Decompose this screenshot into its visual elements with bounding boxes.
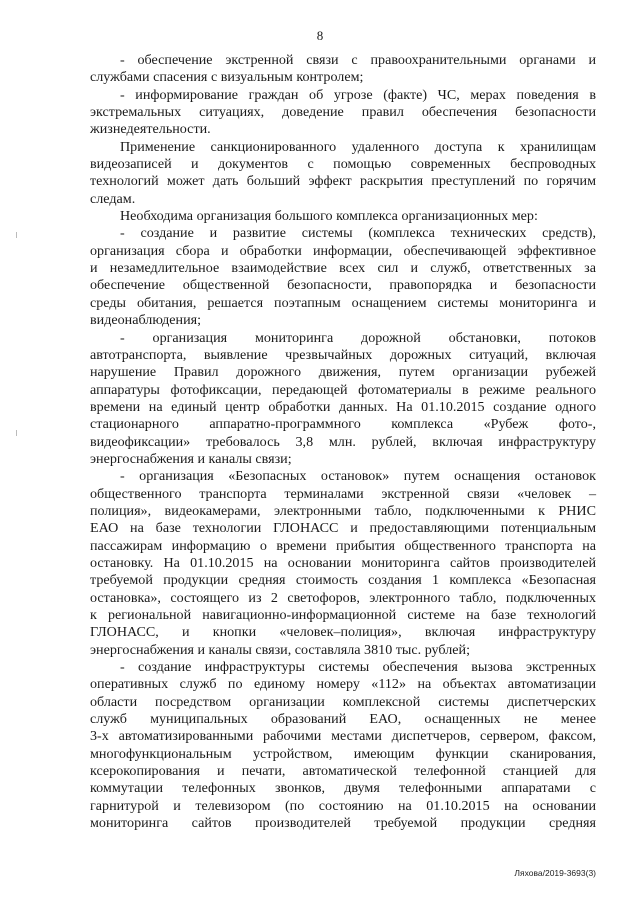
text-line: гарнитурой и телевизором (по состоянию на 01.10.2015 на основании [90, 797, 596, 814]
text-line: видеозаписей и документов с помощью современных беспроводных [90, 156, 596, 173]
text-line: энергоснабжения и каналы связи; [90, 450, 292, 467]
page-number: 8 [316, 28, 324, 43]
text-line: - организация «Безопасных остановок» путем оснащения остановок [120, 468, 596, 485]
document-body [90, 52, 596, 832]
text-line: службами спасения с визуальным контролем; [90, 69, 364, 86]
text-line: и незамедлительное взаимодействие всех сил и служб, ответственных за [90, 260, 596, 277]
text-line: служб муниципальных образований ЕАО, оснащенных не менее [90, 711, 596, 728]
text-line: видеонаблюдения; [90, 312, 202, 329]
text-line: автотранспорта, выявление чрезвычайных дорожных ситуаций, включая [90, 346, 596, 363]
text-line: пассажирам информацию о времени прибытия общественного транспорта на [90, 537, 596, 554]
text-line: коммутации телефонных звонков, двумя телефонными аппаратами с [90, 780, 596, 797]
text-line: аппаратуры фотофиксации, передающей фотоматериалы в режиме реального [90, 381, 596, 398]
margin-scan-mark [16, 232, 17, 238]
text-line: - обеспечение экстренной связи с правоохранительными органами и [120, 52, 596, 68]
text-line: обеспечение общественной безопасности, правопорядка и безопасности [90, 277, 596, 294]
text-line: ГЛОНАСС, и кнопки «человек–полиция», включая инфраструктуру [90, 624, 596, 641]
text-line: стационарного аппаратно-программного комплекса «Рубеж фото-, [90, 416, 596, 433]
text-line: видеофиксации» требовалось 3,8 млн. рублей, включая инфраструктуру [90, 433, 596, 450]
margin-scan-mark [16, 430, 17, 436]
text-line: энергоснабжения и каналы связи, составляла 3810 тыс. рублей; [90, 641, 470, 658]
text-line: 3-х автоматизированными рабочими местами диспетчеров, сервером, факсом, [90, 728, 596, 745]
text-line: организация сбора и обработки информации, обеспечивающей эффективное [90, 242, 596, 259]
text-line: оперативных служб по единому номеру «112» на объектах автоматизации [90, 676, 596, 693]
text-line: многофункциональным устройством, имеющим функции сканирования, [90, 745, 596, 762]
text-line: к региональной навигационно-информационной системе на базе технологий [90, 607, 596, 623]
text-line: - создание инфраструктуры системы обеспечения вызова экстренных [120, 659, 596, 676]
text-line: - создание и развитие системы (комплекса технических средств), [120, 225, 596, 242]
text-line: полиция», видеокамерами, электронными табло, подключенными к РНИС [90, 502, 596, 519]
text-line: остановка», состоящего из 2 светофоров, электронного табло, подключенных [90, 589, 596, 606]
text-line: - информирование граждан об угрозе (факте) ЧС, мерах поведения в [120, 86, 596, 103]
text-line: ЕАО на базе технологии ГЛОНАСС и предоставляющими потенциальным [90, 520, 596, 537]
text-line: Необходима организация большого комплекса организационных мер: [120, 208, 538, 225]
text-line: экстремальных ситуациях, доведение правил обеспечения безопасности [90, 104, 596, 121]
text-line: общественного транспорта терминалами экстренной связи «человек – [90, 485, 596, 502]
text-line: мониторинга сайтов производителей требуемой продукции средняя [90, 815, 596, 832]
text-line: времени на единый центр обработки данных. На 01.10.2015 создание одного [90, 398, 596, 415]
text-line: ксерокопирования и печати, автоматической телефонной станцией для [90, 763, 596, 780]
text-line: технологий может дать больший эффект раскрытия преступлений по горячим [90, 173, 596, 190]
text-line: остановку. На 01.10.2015 на основании мониторинга сайтов производителей [90, 554, 596, 571]
text-line: Применение санкционированного удаленного доступа к хранилищам [120, 138, 596, 155]
text-line: среды обитания, решается поэтапным оснащением системы мониторинга и [90, 294, 596, 311]
text-line: области посредством организации комплексной системы диспетчерских [90, 693, 596, 710]
document-reference-code: Ляхова/2019-3693(3) [514, 868, 596, 878]
text-line: нарушение Правил дорожного движения, путем организации рубежей [90, 364, 596, 381]
text-line: жизнедеятельности. [90, 121, 211, 138]
text-line: следам. [90, 190, 136, 207]
text-line: требуемой продукции средняя стоимость создания 1 комплекса «Безопасная [90, 572, 596, 589]
text-line: - организация мониторинга дорожной обстановки, потоков [120, 329, 596, 346]
